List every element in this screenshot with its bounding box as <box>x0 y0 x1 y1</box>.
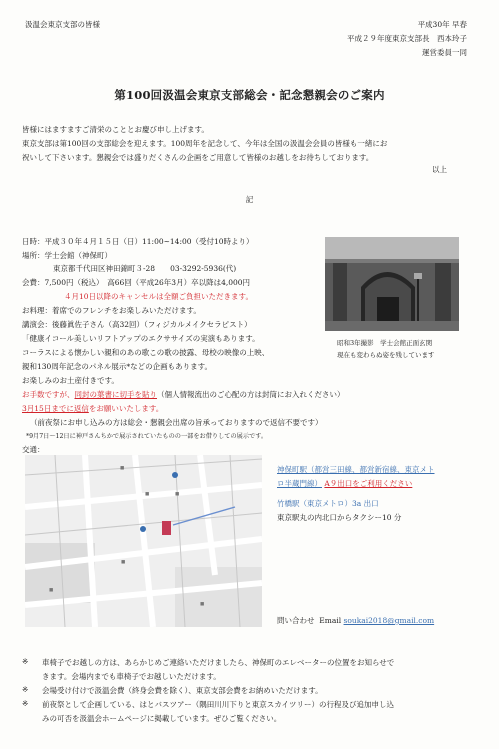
lecture: 講演会：後藤眞佐子さん（高32回）（フィジカルメイクセラピスト） <box>22 320 252 329</box>
note-mark-2: ※ <box>22 685 29 694</box>
access-takebashi: 竹橋駅（東京メトロ）3a 出口 <box>277 499 379 508</box>
svg-text:■: ■ <box>200 602 205 607</box>
menu: お料理：着席でのフレンチをお楽しみいただけます。 <box>22 306 201 315</box>
note-1-line-2: きます。会場内までも車椅子でお越しいただけます。 <box>42 672 221 681</box>
reply-deadline: 3月15日までに返信 <box>22 404 89 413</box>
postcard-text-a: お手数ですが、 <box>22 390 75 399</box>
intro-line-2: 東京支部は第100回の支部総会を迎えます。100周年を記念して、今年は全国の汲温会会員の皆様も一緒にお <box>22 139 388 148</box>
footnote: *9月7日～12日に神戸さんちかで展示されていたものの一部をお借りしての展示です。 <box>26 433 268 440</box>
venue-address: 東京都千代田区神田錦町３-28 03-3292-5936(代) <box>53 264 237 273</box>
contact <box>277 615 434 626</box>
venue: 場所：学士会館（神保町） <box>22 251 112 260</box>
access-tokyo: 東京駅丸の内北口からタクシー10 分 <box>277 513 402 522</box>
svg-text:■: ■ <box>121 560 126 565</box>
page-title: 第100回汲温会東京支部総会・記念懇親会のご案内 <box>114 88 385 102</box>
cancel-note: ４月10日以降のキャンセルは全額ご負担いただきます。 <box>64 292 253 301</box>
svg-text:■: ■ <box>175 492 180 497</box>
panel: 親和130周年記念のパネル展示*などの企画もあります。 <box>22 362 212 371</box>
access-jimbocho: 神保町駅（都営三田線、都営新宿線、東京メト <box>277 465 435 474</box>
note-mark-1: ※ <box>22 657 29 666</box>
email-label: Email <box>319 616 342 625</box>
note-mark-3: ※ <box>22 699 29 708</box>
contact-label: 問い合わせ <box>277 616 315 625</box>
building-photo <box>325 237 459 331</box>
note-1-line-1: 車椅子でお越しの方は、あらかじめご連絡いただけましたら、神保町のエレベーターの位置をお知らせで <box>42 658 395 667</box>
datetime: 日時：平成３０年４月１５日（日）11:00~14:00（受付10時より） <box>22 237 254 246</box>
note-3-line-1: 前夜祭として企画している、はとバスツアー（隅田川川下りと東京スカイツリー）の行程及び追加申し込 <box>42 700 395 709</box>
svg-text:■: ■ <box>120 466 125 471</box>
note-2-line-1: 会場受け付けで汲温会費（終身会費を除く）、東京支部会費をお納めいただけます。 <box>42 686 323 695</box>
svg-text:■: ■ <box>145 492 150 497</box>
fee: 会費：7,500円（税込） 高66回（平成26年3月）卒以降は4,000円 <box>22 278 251 287</box>
postcard-line-1 <box>22 389 345 400</box>
intro-line-1: 皆様にはますますご清栄のこととお慶び申し上げます。 <box>22 125 209 134</box>
access-jimbocho-lines: ロ半蔵門線） <box>277 479 322 488</box>
access-map <box>25 455 262 627</box>
postcard-line-3: （前夜祭にお申し込みの方は総会・懇親会出席の旨承っておりますので返信不要です） <box>30 418 323 427</box>
ki-heading: 記 <box>245 195 254 204</box>
postcard-text-b: 同封の葉書に切手を貼り <box>74 390 157 399</box>
closing: 以上 <box>432 165 447 174</box>
sender: 平成２９年度東京支部長 西本玲子 <box>347 34 467 43</box>
access-exit: A９出口をご利用ください <box>324 479 413 488</box>
reply-request: をお願いいたします。 <box>88 404 164 413</box>
access-label: 交通： <box>22 445 45 454</box>
addressee: 汲温会東京支部の皆様 <box>25 20 100 29</box>
access-map-graphic <box>25 455 262 627</box>
committee: 運営委員一同 <box>422 48 467 57</box>
postcard-line-2 <box>22 403 163 414</box>
access-jimbocho-line-2 <box>277 478 412 489</box>
intro-line-3: 祝いして下さいます。懇親会では盛りだくさんの企画をご用意して皆様のお越しをお待ちしております。 <box>22 153 374 162</box>
building-photo-graphic <box>325 237 459 331</box>
photo-caption-1: 昭和3年撮影 学士会館正面玄関 <box>337 339 433 347</box>
svg-text:■: ■ <box>49 588 54 593</box>
note-3-line-2: みの可否を汲温会ホームページに掲載しています。ぜひご覧ください。 <box>42 714 282 723</box>
lecture-desc: 「健康イコール美しいリフトアップのエクササイズの実演もあります。 <box>22 334 260 343</box>
photo-caption-2: 現在も変わらぬ姿を残しています <box>337 351 435 359</box>
postcard-text-c: （個人情報流出のご心配の方は封筒にお入れください） <box>157 390 345 399</box>
letter-date: 平成30年 早春 <box>417 20 467 29</box>
contact-email[interactable]: soukai2018@gmail.com <box>343 616 435 625</box>
chorus: コーラスによる懐かしい親和のあの歌この歌の披露、母校の映像の上映、 <box>22 348 270 357</box>
enjoy: お楽しみのお土産付きです。 <box>22 376 119 385</box>
